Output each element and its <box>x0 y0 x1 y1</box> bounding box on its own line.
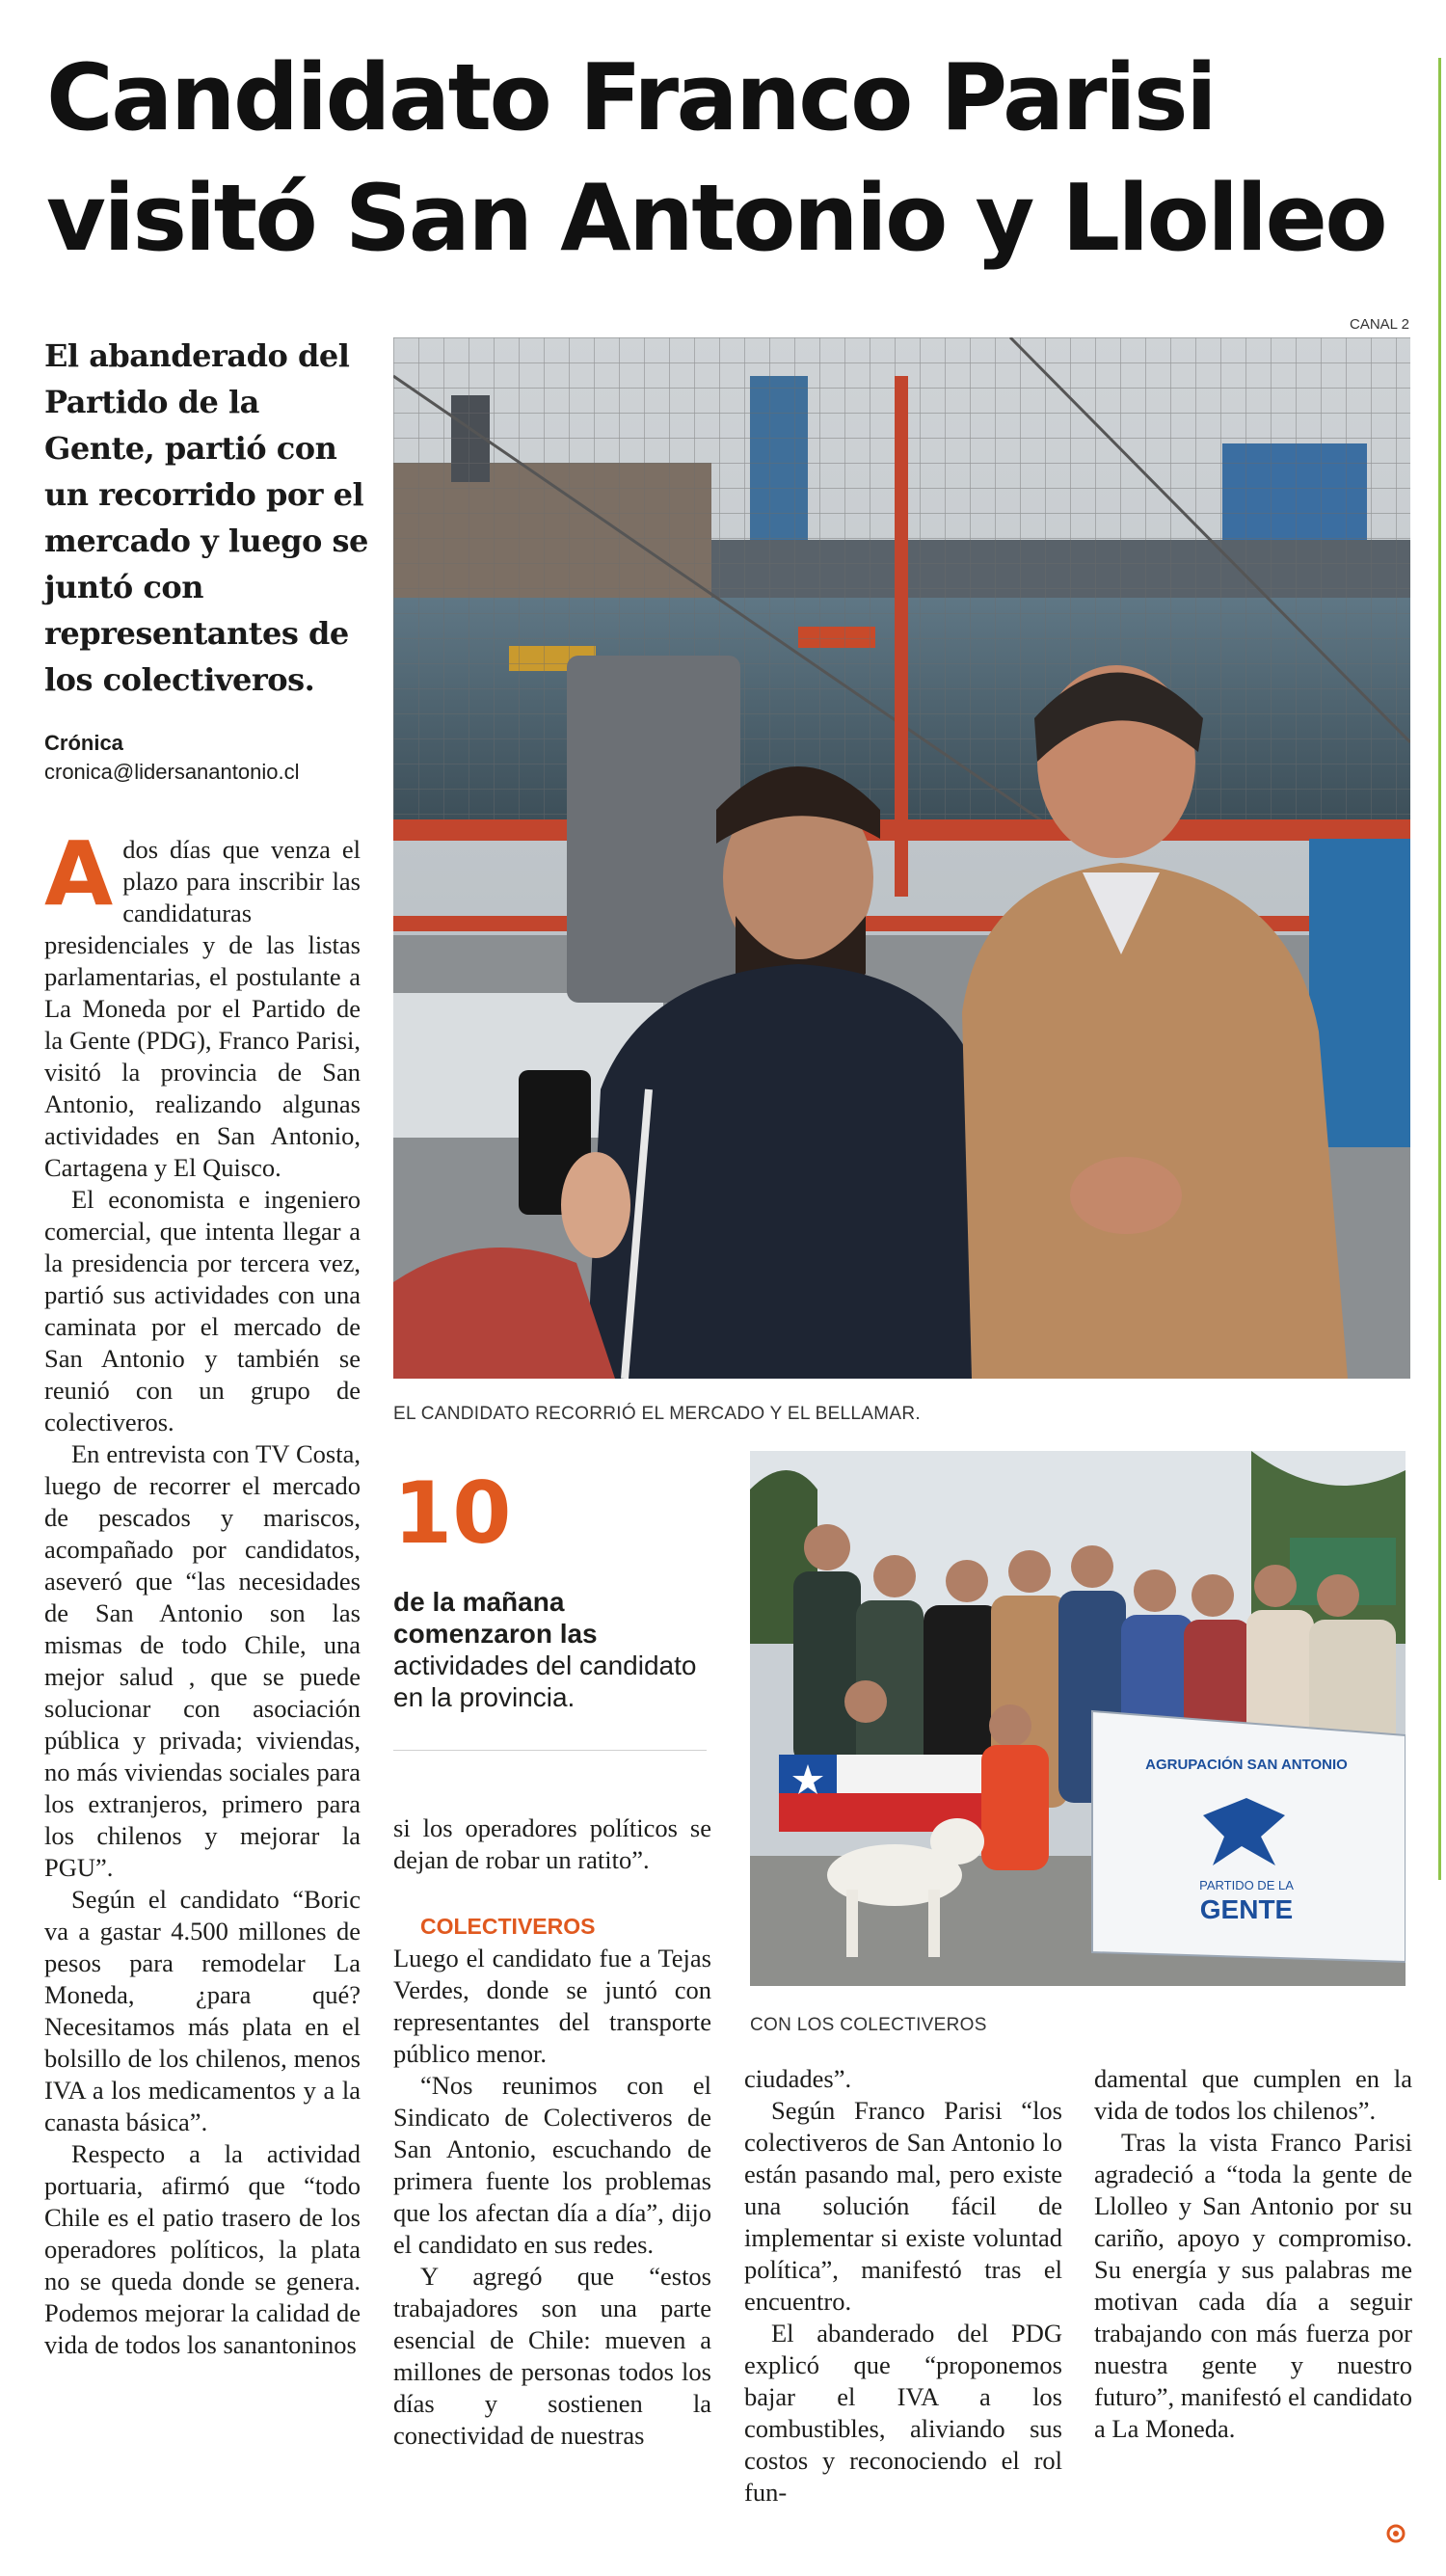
paragraph: ciudades”. <box>744 2064 852 2093</box>
body-column-3 <box>744 2063 1062 2509</box>
dropcap: A <box>44 822 114 926</box>
paragraph: Según el candidato “Boric va a gastar 4.500 millones de pesos para remodelar La Moneda, ¿para qué? Necesitamos más plata en el bolsillo de los chilenos, menos IVA a los medicamentos y a la canasta básica”. <box>44 1885 361 2136</box>
highlight-text <box>393 1586 711 1713</box>
byline <box>44 729 372 787</box>
market-photo-illustration <box>393 337 1410 1379</box>
section-heading: COLECTIVEROS <box>420 1914 596 1939</box>
body-column-1 <box>44 822 361 2361</box>
highlight-number: 10 <box>393 1463 512 1563</box>
headline: Candidato Franco Parisi visitó San Antonio y Llolleo <box>46 45 1386 272</box>
banner-text-1: AGRUPACIÓN SAN ANTONIO <box>1145 1757 1348 1773</box>
highlight-rest: actividades del candidato en la provincia. <box>393 1650 697 1712</box>
photo-market <box>393 337 1410 1379</box>
photo-colectiveros <box>750 1451 1406 1986</box>
highlight-rule <box>393 1750 707 1751</box>
photo1-credit: CANAL 2 <box>1350 316 1409 333</box>
paragraph: Luego el candidato fue a Tejas Verdes, donde se juntó con representantes del transporte público menor. <box>393 1944 711 2068</box>
paragraph <box>44 822 361 1184</box>
deck: El abanderado del Partido de la Gente, partió con un recorrido por el mercado y luego se juntó con representantes de los colectiveros. <box>44 337 368 698</box>
byline-email: cronica@lidersanantonio.cl <box>44 760 300 784</box>
paragraph: Tras la vista Franco Parisi agradeció a “toda la gente de Llolleo y San Antonio por su cariño, apoyo y compromiso. Su energía y sus palabras me motivan cada día a seguir trabajando con más fuerza por nuestra gente y nuestro futuro”, manifestó el candidato a La Moneda. <box>1094 2128 1412 2443</box>
banner-text-3: GENTE <box>1199 1894 1294 1924</box>
paragraph: Según Franco Parisi “los colectiveros de San Antonio lo están pasando mal, pero existe una solución fácil de implementar si existe voluntad política”, manifestó tras el encuentro. <box>744 2096 1062 2316</box>
photo2-caption: CON LOS COLECTIVEROS <box>750 2015 987 2035</box>
paragraph-text: dos días que venza el plazo para inscribir las candidaturas presidenciales y de las listas parlamentarias, el postulante a La Moneda por el Partido de la Gente (PDG), Franco Parisi, visitó la provincia de San Antonio, realizando algunas actividades en San Antonio, Cartagena y El Quisco. <box>44 835 361 1182</box>
paragraph: Y agregó que “estos trabajadores son una parte esencial de Chile: mueven a millones de personas todos los días y sostienen la conectividad de nuestras <box>393 2262 711 2450</box>
paragraph: “Nos reunimos con el Sindicato de Colectiveros de San Antonio, escuchando de primera fuente los problemas que los afectan día a día”, dijo el candidato en sus redes. <box>393 2071 711 2259</box>
highlight-lead: de la mañana comenzaron las <box>393 1587 598 1649</box>
byline-name: Crónica <box>44 731 123 755</box>
body-column-2 <box>393 1812 711 2452</box>
colectiveros-photo-illustration <box>750 1451 1406 1986</box>
paragraph: El abanderado del PDG explicó que “proponemos bajar el IVA a los combustibles, aliviando sus costos y reconociendo el rol fun- <box>744 2319 1062 2507</box>
paragraph: Respecto a la actividad portuaria, afirmó que “todo Chile es el patio trasero de los operadores políticos, la plata no se queda donde se genera. Podemos mejorar la calidad de vida de todos los sanantoninos <box>44 2139 361 2359</box>
paragraph: damental que cumplen en la vida de todos los chilenos”. <box>1094 2064 1412 2125</box>
end-of-article-icon <box>1386 2524 1406 2543</box>
photo1-caption: EL CANDIDATO RECORRIÓ EL MERCADO Y EL BELLAMAR. <box>393 1404 921 1424</box>
paragraph: si los operadores políticos se dejan de robar un ratito”. <box>393 1813 711 1874</box>
margin-rule <box>1438 58 1441 1880</box>
paragraph: El economista e ingeniero comercial, que intenta llegar a la presidencia por tercera vez, partió sus actividades con una caminata por el mercado de San Antonio y también se reunió con un grupo de colectiveros. <box>44 1185 361 1436</box>
paragraph: En entrevista con TV Costa, luego de recorrer el mercado de pescados y mariscos, acompañado por candidatos, aseveró que “las necesidades de San Antonio son las mismas de todo Chile, una mejor salud , que se puede solucionar con asociación pública y privada; viviendas, no más viviendas sociales para los extranjeros, primero para los chilenos y mejorar la PGU”. <box>44 1439 361 1882</box>
body-column-4 <box>1094 2063 1412 2445</box>
banner-text-2: PARTIDO DE LA <box>1199 1878 1294 1892</box>
